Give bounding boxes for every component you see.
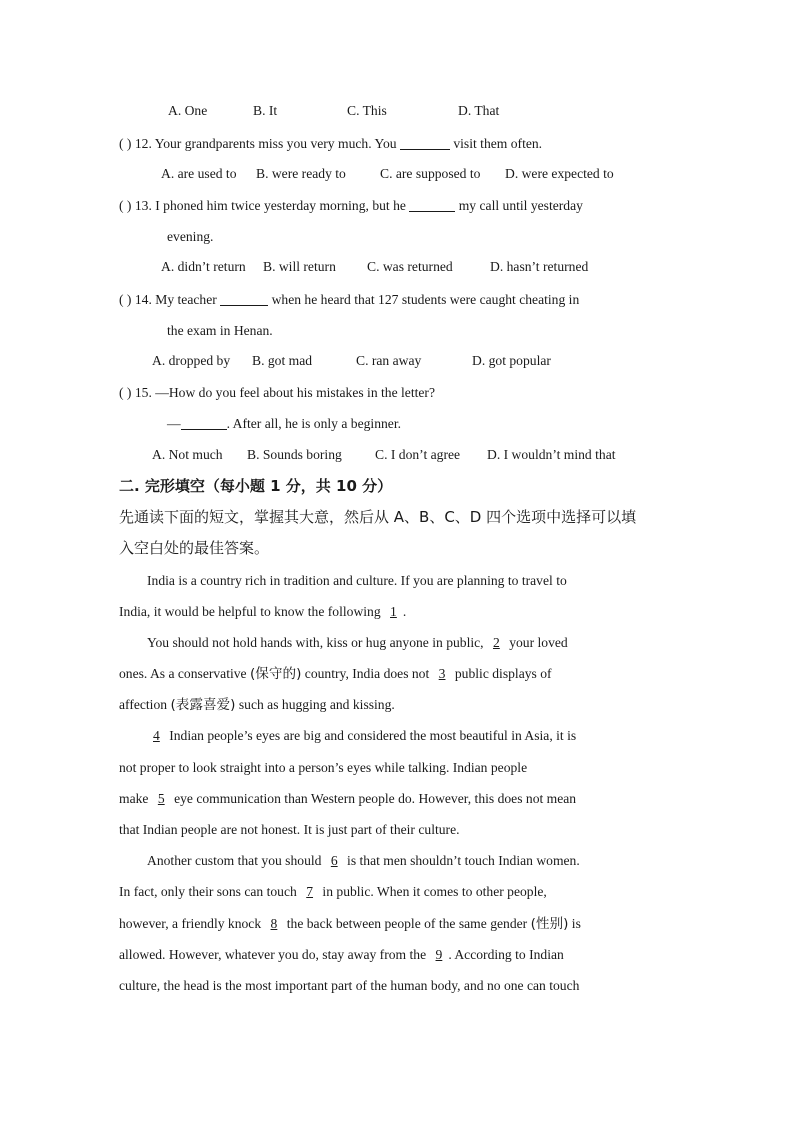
q12-option-a: A. are used to: [161, 166, 237, 181]
q15-stem-cont: [167, 415, 401, 433]
cloze-blank-9: 9: [435, 947, 443, 962]
passage-line: that Indian people are not honest. It is just part of their culture.: [119, 822, 460, 837]
q11-option-a: A. One: [168, 103, 208, 118]
passage-line: not proper to look straight into a person’s eyes while talking. Indian people: [119, 760, 528, 775]
q15-option-b: B. Sounds boring: [247, 447, 342, 462]
passage-text: country, India does not: [304, 666, 430, 681]
passage-line: [119, 603, 406, 621]
q14-stem-cont: the exam in Henan.: [167, 323, 273, 338]
q15-stem-b: . After all, he is only a beginner.: [226, 416, 402, 431]
cloze-blank-8: 8: [270, 916, 278, 931]
q13-option-d: D. hasn’t returned: [490, 259, 589, 274]
cloze-blank-2: 2: [492, 635, 500, 650]
q14-stem: [119, 291, 579, 309]
q15-dash: —: [167, 416, 181, 431]
passage-text: allowed. However, whatever you do, stay away from the: [119, 947, 427, 962]
passage-text: You should not hold hands with, kiss or hug anyone in public,: [147, 635, 484, 650]
cloze-blank-1: 1: [390, 604, 397, 619]
section-heading: 二. 完形填空（每小题 1 分，共 10 分）: [119, 477, 393, 495]
passage-line: culture, the head is the most important part of the human body, and no one can touch: [119, 978, 580, 993]
q11-option-b: B. It: [253, 103, 278, 118]
passage-line: [119, 915, 581, 933]
gloss-affection: (表露喜爱): [170, 697, 236, 713]
gloss-conservative: (保守的): [250, 666, 302, 682]
passage-line: [119, 790, 576, 808]
q12-option-b: B. were ready to: [256, 166, 346, 181]
passage-text: In fact, only their sons can touch: [119, 884, 297, 899]
passage-line: [119, 883, 547, 901]
passage-text: . According to Indian: [448, 947, 564, 962]
q13-paren: ( ): [119, 198, 132, 213]
passage-text: Another custom that you should: [147, 853, 322, 868]
q15-blank: [181, 415, 227, 430]
cloze-blank-6: 6: [330, 853, 338, 868]
q12-blank: [400, 135, 450, 150]
passage-text: make: [119, 791, 149, 806]
q12-option-c: C. are supposed to: [380, 166, 481, 181]
passage-text: is: [571, 916, 581, 931]
passage-text: affection: [119, 697, 168, 712]
passage-text: Indian people’s eyes are big and considered the most beautiful in Asia, it is: [169, 728, 577, 743]
section-instructions-1: 先通读下面的短文，掌握其大意，然后从 A、B、C、D 四个选项中选择可以填: [119, 508, 637, 526]
q12-stem-b: visit them often.: [453, 136, 543, 151]
passage-line: [147, 634, 568, 652]
cloze-blank-4: 4: [153, 728, 160, 743]
q15-option-a: A. Not much: [152, 447, 223, 462]
passage-text: in public. When it comes to other people,: [322, 884, 547, 899]
q14-option-d: D. got popular: [472, 353, 551, 368]
passage-text: such as hugging and kissing.: [238, 697, 395, 712]
q15-stem: [119, 384, 435, 402]
q12-paren: ( ): [119, 136, 132, 151]
q14-option-b: B. got mad: [252, 353, 313, 368]
q15-option-c: C. I don’t agree: [375, 447, 461, 462]
q13-option-a: A. didn’t return: [161, 259, 246, 274]
q15-paren: ( ): [119, 385, 132, 400]
q11-option-c: C. This: [347, 103, 387, 118]
cloze-blank-3: 3: [438, 666, 446, 681]
passage-text: ones. As a conservative: [119, 666, 247, 681]
q12-stem: [119, 135, 542, 153]
passage-line: [147, 727, 576, 745]
q14-blank: [220, 291, 268, 306]
section-instructions-2: 入空白处的最佳答案。: [119, 539, 270, 557]
passage-text: public displays of: [454, 666, 552, 681]
cloze-blank-5: 5: [157, 791, 165, 806]
q15-stem-a: 15. —How do you feel about his mistakes in the letter?: [134, 385, 435, 400]
q13-option-c: C. was returned: [367, 259, 453, 274]
q14-option-a: A. dropped by: [152, 353, 231, 368]
passage-line: [119, 696, 395, 714]
passage-text: the back between people of the same gender: [286, 916, 528, 931]
passage-line: [147, 852, 580, 870]
passage-line: India is a country rich in tradition and culture. If you are planning to travel to: [147, 573, 567, 588]
q15-option-d: D. I wouldn’t mind that: [487, 447, 616, 462]
passage-text: however, a friendly knock: [119, 916, 262, 931]
passage-line: [119, 665, 552, 683]
q14-option-c: C. ran away: [356, 353, 422, 368]
q11-option-d: D. That: [458, 103, 500, 118]
q14-paren: ( ): [119, 292, 132, 307]
q12-option-d: D. were expected to: [505, 166, 614, 181]
passage-text: eye communication than Western people do. However, this does not mean: [174, 791, 577, 806]
q13-option-b: B. will return: [263, 259, 336, 274]
passage-line: [119, 946, 564, 964]
q13-stem-b: my call until yesterday: [458, 198, 583, 213]
q13-stem: [119, 197, 583, 215]
q13-stem-cont: evening.: [167, 229, 214, 244]
q14-stem-a: 14. My teacher: [134, 292, 217, 307]
q13-blank: [409, 197, 455, 212]
passage-text: .: [402, 604, 407, 619]
passage-text: is that men shouldn’t touch Indian women.: [347, 853, 580, 868]
gloss-gender: (性别): [530, 916, 569, 932]
q14-stem-b: when he heard that 127 students were caught cheating in: [271, 292, 580, 307]
passage-text: India, it would be helpful to know the following: [119, 604, 381, 619]
q12-stem-a: 12. Your grandparents miss you very much. You: [134, 136, 397, 151]
cloze-blank-7: 7: [306, 884, 314, 899]
q13-stem-a: 13. I phoned him twice yesterday morning, but he: [134, 198, 406, 213]
passage-text: your loved: [509, 635, 568, 650]
